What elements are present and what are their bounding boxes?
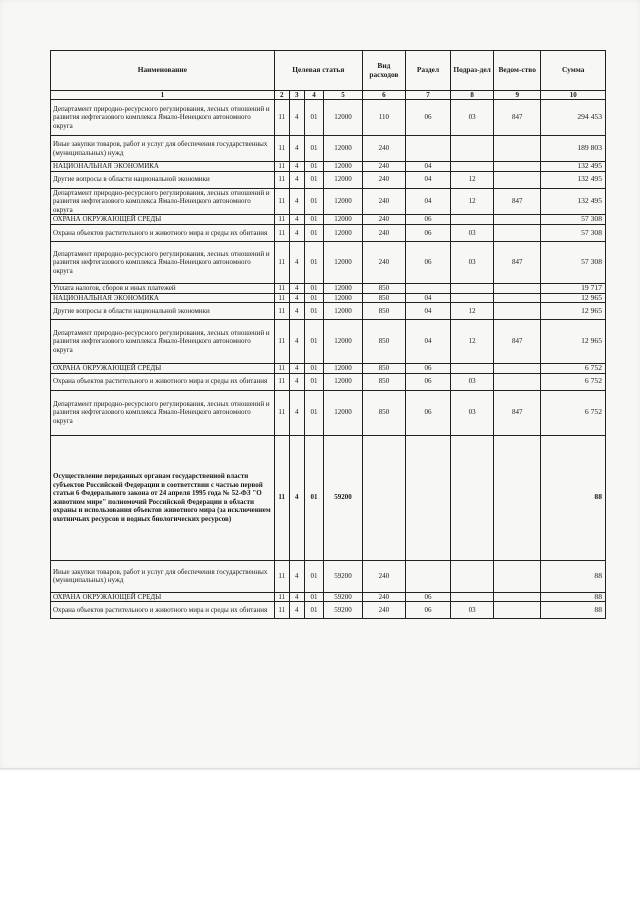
column-number: 4	[304, 91, 323, 100]
amount: 57 308	[541, 241, 606, 283]
target-code-3: 01	[304, 215, 323, 225]
row-name: Департамент природно-ресурсного регулирования, лесных отношений и развития нефтегазового комплекса Ямало-Ненецкого автономного округа	[51, 100, 275, 136]
department-code	[494, 171, 541, 188]
target-code-1: 11	[274, 188, 289, 215]
target-code-2: 4	[289, 224, 304, 241]
target-code-1: 11	[274, 241, 289, 283]
target-code-4: 12000	[324, 100, 363, 136]
table-row	[51, 293, 606, 303]
target-code-4: 12000	[324, 241, 363, 283]
amount: 12 965	[541, 293, 606, 303]
section-code: 06	[405, 602, 450, 619]
subsection-code: 03	[451, 100, 494, 136]
department-code	[494, 162, 541, 172]
section-code: 06	[405, 100, 450, 136]
department-code: 847	[494, 241, 541, 283]
subsection-code	[451, 162, 494, 172]
target-code-3: 01	[304, 100, 323, 136]
expense-type: 240	[362, 241, 405, 283]
target-code-2: 4	[289, 171, 304, 188]
target-code-2: 4	[289, 215, 304, 225]
target-code-2: 4	[289, 592, 304, 602]
header-name: Наименование	[51, 51, 275, 91]
column-number: 3	[289, 91, 304, 100]
table-row	[51, 390, 606, 435]
amount: 294 453	[541, 100, 606, 136]
section-code	[405, 283, 450, 293]
row-name: ОХРАНА ОКРУЖАЮЩЕЙ СРЕДЫ	[51, 592, 275, 602]
column-number: 2	[274, 91, 289, 100]
amount: 132 495	[541, 171, 606, 188]
target-code-2: 4	[289, 364, 304, 374]
target-code-1: 11	[274, 162, 289, 172]
target-code-3: 01	[304, 364, 323, 374]
budget-table	[50, 50, 606, 619]
target-code-3: 01	[304, 320, 323, 364]
row-name: Охрана объектов растительного и животного мира и среды их обитания	[51, 602, 275, 619]
target-code-3: 01	[304, 293, 323, 303]
table-row	[51, 373, 606, 390]
target-code-4: 12000	[324, 303, 363, 320]
expense-type: 240	[362, 224, 405, 241]
target-code-3: 01	[304, 136, 323, 162]
target-code-1: 11	[274, 171, 289, 188]
expense-type: 850	[362, 364, 405, 374]
table-row	[51, 320, 606, 364]
target-code-4: 12000	[324, 224, 363, 241]
expense-type	[362, 435, 405, 560]
expense-type: 850	[362, 320, 405, 364]
target-code-2: 4	[289, 136, 304, 162]
target-code-1: 11	[274, 364, 289, 374]
subsection-code	[451, 283, 494, 293]
row-name: Иные закупки товаров, работ и услуг для обеспечения государственных (муниципальных) нужд	[51, 560, 275, 592]
section-code: 04	[405, 320, 450, 364]
section-code	[405, 136, 450, 162]
target-code-1: 11	[274, 320, 289, 364]
target-code-2: 4	[289, 293, 304, 303]
section-code: 06	[405, 364, 450, 374]
table-row	[51, 188, 606, 215]
header-amount: Сумма	[541, 51, 606, 91]
target-code-3: 01	[304, 188, 323, 215]
department-code: 847	[494, 390, 541, 435]
expense-type: 240	[362, 188, 405, 215]
table-row	[51, 162, 606, 172]
section-code: 06	[405, 373, 450, 390]
target-code-3: 01	[304, 303, 323, 320]
target-code-2: 4	[289, 390, 304, 435]
expense-type: 850	[362, 293, 405, 303]
subsection-code: 03	[451, 602, 494, 619]
row-name: Департамент природно-ресурсного регулирования, лесных отношений и развития нефтегазового комплекса Ямало-Ненецкого автономного округа	[51, 188, 275, 215]
target-code-1: 11	[274, 293, 289, 303]
target-code-4: 12000	[324, 188, 363, 215]
header-section: Раздел	[405, 51, 450, 91]
table-row	[51, 592, 606, 602]
department-code	[494, 293, 541, 303]
table-row	[51, 241, 606, 283]
expense-type: 850	[362, 373, 405, 390]
row-name: НАЦИОНАЛЬНАЯ ЭКОНОМИКА	[51, 293, 275, 303]
target-code-2: 4	[289, 100, 304, 136]
target-code-2: 4	[289, 435, 304, 560]
section-code: 06	[405, 215, 450, 225]
target-code-4: 12000	[324, 320, 363, 364]
page-edge-shadow	[0, 768, 640, 771]
amount: 6 752	[541, 390, 606, 435]
column-number: 5	[324, 91, 363, 100]
target-code-4: 12000	[324, 171, 363, 188]
row-name: ОХРАНА ОКРУЖАЮЩЕЙ СРЕДЫ	[51, 215, 275, 225]
amount: 132 495	[541, 162, 606, 172]
subsection-code	[451, 592, 494, 602]
subsection-code	[451, 293, 494, 303]
subsection-code	[451, 136, 494, 162]
table-row	[51, 602, 606, 619]
target-code-1: 11	[274, 136, 289, 162]
row-name: Департамент природно-ресурсного регулирования, лесных отношений и развития нефтегазового комплекса Ямало-Ненецкого автономного округа	[51, 320, 275, 364]
target-code-4: 12000	[324, 215, 363, 225]
section-code: 06	[405, 224, 450, 241]
target-code-2: 4	[289, 320, 304, 364]
target-code-3: 01	[304, 241, 323, 283]
amount: 88	[541, 560, 606, 592]
target-code-1: 11	[274, 303, 289, 320]
section-code: 04	[405, 162, 450, 172]
department-code: 847	[494, 100, 541, 136]
table-row	[51, 303, 606, 320]
amount: 57 308	[541, 215, 606, 225]
subsection-code: 03	[451, 224, 494, 241]
target-code-3: 01	[304, 283, 323, 293]
section-code: 06	[405, 390, 450, 435]
table-row	[51, 435, 606, 560]
amount: 6 752	[541, 373, 606, 390]
subsection-code: 12	[451, 171, 494, 188]
column-number: 1	[51, 91, 275, 100]
expense-type: 240	[362, 592, 405, 602]
table-row	[51, 224, 606, 241]
target-code-3: 01	[304, 162, 323, 172]
target-code-4: 59200	[324, 602, 363, 619]
header-subsection: Подраз-дел	[451, 51, 494, 91]
subsection-code: 12	[451, 188, 494, 215]
target-code-1: 11	[274, 592, 289, 602]
column-number: 8	[451, 91, 494, 100]
section-code: 04	[405, 293, 450, 303]
amount: 12 965	[541, 320, 606, 364]
target-code-3: 01	[304, 560, 323, 592]
expense-type: 850	[362, 283, 405, 293]
target-code-1: 11	[274, 283, 289, 293]
row-name: Департамент природно-ресурсного регулирования, лесных отношений и развития нефтегазового комплекса Ямало-Ненецкого автономного округа	[51, 241, 275, 283]
amount: 57 308	[541, 224, 606, 241]
section-code: 04	[405, 171, 450, 188]
section-code: 04	[405, 188, 450, 215]
expense-type: 240	[362, 560, 405, 592]
table-row	[51, 171, 606, 188]
target-code-1: 11	[274, 100, 289, 136]
target-code-2: 4	[289, 560, 304, 592]
section-code	[405, 435, 450, 560]
department-code	[494, 592, 541, 602]
row-name: НАЦИОНАЛЬНАЯ ЭКОНОМИКА	[51, 162, 275, 172]
column-number-row	[51, 91, 606, 100]
department-code	[494, 602, 541, 619]
row-name: ОХРАНА ОКРУЖАЮЩЕЙ СРЕДЫ	[51, 364, 275, 374]
target-code-1: 11	[274, 215, 289, 225]
target-code-4: 12000	[324, 364, 363, 374]
subsection-code: 12	[451, 303, 494, 320]
section-code: 04	[405, 303, 450, 320]
target-code-2: 4	[289, 602, 304, 619]
section-code: 06	[405, 241, 450, 283]
subsection-code: 03	[451, 390, 494, 435]
department-code	[494, 560, 541, 592]
target-code-3: 01	[304, 390, 323, 435]
department-code	[494, 283, 541, 293]
target-code-2: 4	[289, 162, 304, 172]
amount: 189 803	[541, 136, 606, 162]
expense-type: 240	[362, 171, 405, 188]
table-row	[51, 215, 606, 225]
target-code-4: 12000	[324, 293, 363, 303]
row-name: Иные закупки товаров, работ и услуг для обеспечения государственных (муниципальных) нужд	[51, 136, 275, 162]
table-row	[51, 136, 606, 162]
target-code-2: 4	[289, 303, 304, 320]
target-code-2: 4	[289, 283, 304, 293]
expense-type: 240	[362, 162, 405, 172]
expense-type: 240	[362, 602, 405, 619]
section-code	[405, 560, 450, 592]
target-code-1: 11	[274, 435, 289, 560]
target-code-3: 01	[304, 592, 323, 602]
target-code-1: 11	[274, 602, 289, 619]
expense-type: 850	[362, 303, 405, 320]
target-code-1: 11	[274, 560, 289, 592]
row-name: Другие вопросы в области национальной экономики	[51, 171, 275, 188]
target-code-2: 4	[289, 188, 304, 215]
subsection-code: 03	[451, 373, 494, 390]
subsection-code	[451, 215, 494, 225]
target-code-3: 01	[304, 171, 323, 188]
target-code-4: 59200	[324, 560, 363, 592]
target-code-3: 01	[304, 224, 323, 241]
table-row	[51, 100, 606, 136]
column-number: 10	[541, 91, 606, 100]
amount: 88	[541, 435, 606, 560]
expense-type: 850	[362, 390, 405, 435]
department-code	[494, 435, 541, 560]
subsection-code	[451, 560, 494, 592]
table-row	[51, 283, 606, 293]
subsection-code: 03	[451, 241, 494, 283]
target-code-2: 4	[289, 241, 304, 283]
department-code	[494, 303, 541, 320]
target-code-4: 12000	[324, 373, 363, 390]
target-code-4: 59200	[324, 435, 363, 560]
subsection-code: 12	[451, 320, 494, 364]
header-department: Ведом-ство	[494, 51, 541, 91]
row-name: Охрана объектов растительного и животного мира и среды их обитания	[51, 224, 275, 241]
target-code-4: 12000	[324, 283, 363, 293]
expense-type: 240	[362, 215, 405, 225]
row-name: Другие вопросы в области национальной экономики	[51, 303, 275, 320]
expense-type: 240	[362, 136, 405, 162]
column-number: 9	[494, 91, 541, 100]
row-name: Охрана объектов растительного и животного мира и среды их обитания	[51, 373, 275, 390]
target-code-3: 01	[304, 435, 323, 560]
department-code	[494, 136, 541, 162]
target-code-4: 12000	[324, 390, 363, 435]
target-code-1: 11	[274, 224, 289, 241]
column-number: 6	[362, 91, 405, 100]
amount: 19 717	[541, 283, 606, 293]
section-code: 06	[405, 592, 450, 602]
table-row	[51, 560, 606, 592]
department-code: 847	[494, 188, 541, 215]
target-code-4: 12000	[324, 136, 363, 162]
target-code-1: 11	[274, 373, 289, 390]
department-code	[494, 224, 541, 241]
row-name: Уплата налогов, сборов и иных платежей	[51, 283, 275, 293]
department-code: 847	[494, 320, 541, 364]
target-code-3: 01	[304, 602, 323, 619]
table-row	[51, 364, 606, 374]
department-code	[494, 364, 541, 374]
target-code-2: 4	[289, 373, 304, 390]
amount: 88	[541, 592, 606, 602]
department-code	[494, 215, 541, 225]
expense-type: 110	[362, 100, 405, 136]
amount: 12 965	[541, 303, 606, 320]
target-code-4: 12000	[324, 162, 363, 172]
header-expense-type: Вид расходов	[362, 51, 405, 91]
subsection-code	[451, 364, 494, 374]
amount: 6 752	[541, 364, 606, 374]
row-name: Департамент природно-ресурсного регулирования, лесных отношений и развития нефтегазового комплекса Ямало-Ненецкого автономного округа	[51, 390, 275, 435]
target-code-1: 11	[274, 390, 289, 435]
subsection-code	[451, 435, 494, 560]
column-number: 7	[405, 91, 450, 100]
amount: 132 495	[541, 188, 606, 215]
amount: 88	[541, 602, 606, 619]
row-name: Осуществление переданных органам государственной власти субъектов Российской Федерации в соответствии с частью первой статьи 6 Федерального закона от 24 апреля 1995 года № 52-ФЗ "О животном мире" полномочий Российской Федерации в области охраны и использования объектов животного мира (за исключением охотничьих ресурсов и водных биологических ресурсов)	[51, 435, 275, 560]
header-row	[51, 51, 606, 91]
target-code-4: 59200	[324, 592, 363, 602]
header-target-article: Целевая статья	[274, 51, 362, 91]
target-code-3: 01	[304, 373, 323, 390]
department-code	[494, 373, 541, 390]
